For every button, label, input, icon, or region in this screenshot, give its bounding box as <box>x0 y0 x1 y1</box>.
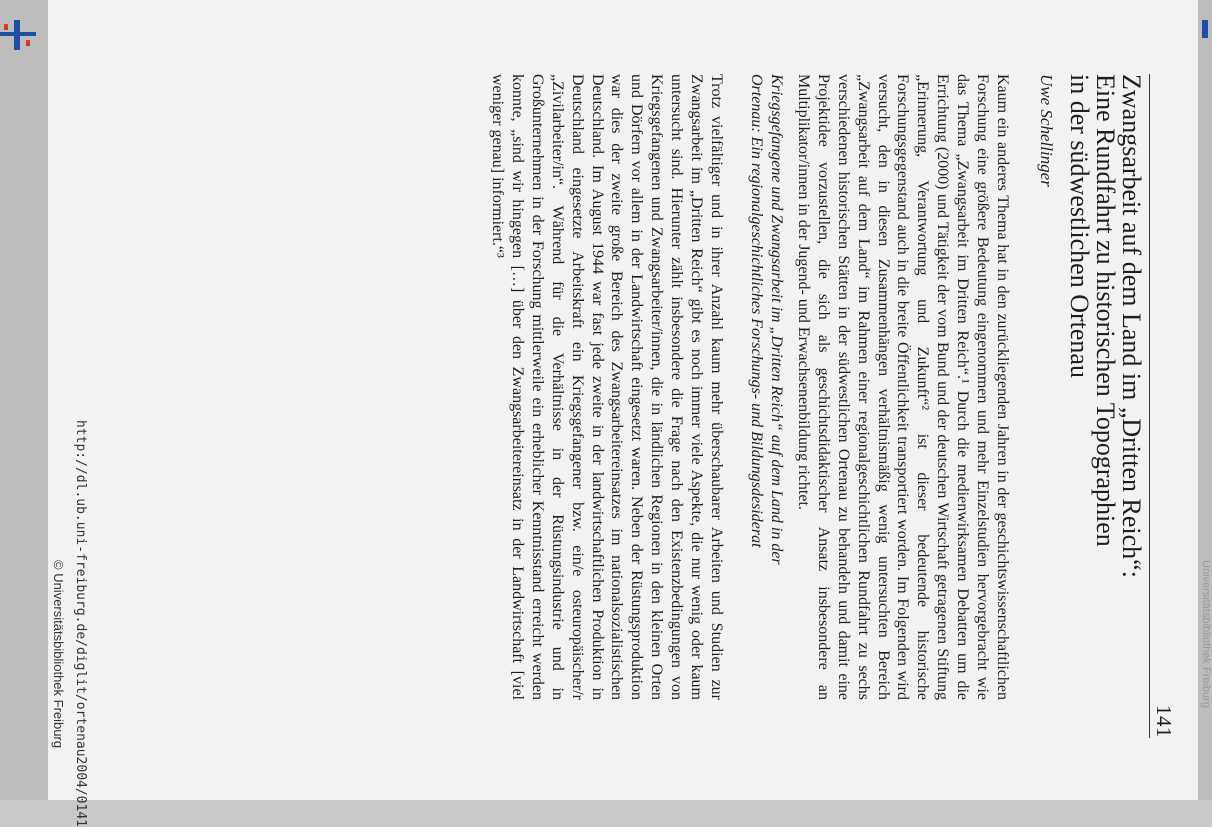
header-rule <box>1149 74 1150 738</box>
article-title <box>1066 74 1144 674</box>
article-author: Uwe Schellinger <box>1037 74 1056 187</box>
scan-url: http://dl.ub.uni-freiburg.de/diglit/ortenau2004/0141 <box>73 420 88 827</box>
body-paragraph-intro: Kaum ein anderes Thema hat in den zurückliegenden Jahren in der geschichtswissenschaftlichen Forschung eine größere Bedeutung eingenommen und mehr Einzelstudien hervorgebracht wie das Thema „Zwangsarbeit im Dritten Reich“.¹ Durch die medienwirksamen Debatten um die Errichtung (2000) und Tätigkeit der vom Bund und der deutschen Wirtschaft getragenen Stiftung „Erinnerung, Verantwortung und Zukunft“² ist dieser bedeutende historische Forschungsgegenstand auch in die breite Öffentlichkeit transportiert worden. Im Folgenden wird versucht, den in diesen Zusammenhängen verhältnismäßig wenig untersuchten Bereich „Zwangsarbeit auf dem Land“ im Rahmen einer regionalgeschichtlichen Rundfahrt zu sechs verschiedenen historischen Stätten in der südwestlichen Ortenau zu behandeln und damit eine Projektidee vorzustellen, die sich als geschichtsdidaktischer Ansatz insbesondere an Multiplikator/innen in der Jugend- und Erwachsenenbildung richtet. <box>794 74 1011 700</box>
title-line: Zwangsarbeit auf dem Land im „Dritten Reich“: <box>1117 74 1146 578</box>
bleed-through-text: Universitätsbibliothek Freiburg <box>1200 560 1212 708</box>
body-paragraph-section: Trotz vielfältiger und in ihrer Anzahl kaum mehr überschaubarer Arbeiten und Studien zur Zwangsarbeit im „Dritten Reich“ gibt es noch immer viele Aspekte, die nur wenig oder kaum untersucht sind. Hierunter zählt insbesondere die Frage nach den Existenzbedingungen von Kriegsgefangenen und Zwangsarbeiter/innen, die in ländlichen Regionen in den kleinen Orten und Dörfern vor allem in der Landwirtschaft eingesetzt waren. Neben der Rüstungsproduktion war dies der zweite große Bereich des Zwangsarbeitereinsatzes im nationalsozialistischen Deutschland. Im August 1944 war fast jede zweite in der landwirtschaftlichen Produktion in Deutschland eingesetzte Arbeitskraft ein Kriegsgefangener bzw. ein/e osteuropäischer/r „Zivilarbeiter/in“. Während für die Verhältnisse in der Rüstungsindustrie und in Großunternehmen in der Forschung mittlerweile ein erheblicher Kenntnisstand erreicht werden konnte, „sind wir hingegen […] über den Zwangsarbeitereinsatz in der Landwirtschaft [viel weniger genau] informiert.“³ <box>489 74 725 700</box>
registration-marker-right <box>1198 20 1212 40</box>
section-subheading: Kriegsgefangene und Zwangsarbeit im „Dritten Reich“ auf dem Land in der Ortenau: Ein regionalgeschichtliches Forschungs- und Bildungsdesiderat <box>748 74 785 565</box>
scan-left-margin <box>0 0 48 800</box>
page-number: 141 <box>1152 705 1176 738</box>
document-page <box>48 0 1198 827</box>
title-line: Eine Rundfahrt zu historischen Topographien <box>1091 74 1120 547</box>
registration-marker-left <box>0 20 40 50</box>
rotated-page-content <box>48 0 1198 760</box>
title-line: in der südwestlichen Ortenau <box>1065 74 1094 378</box>
copyright-notice: © Universitätsbibliothek Freiburg <box>51 560 66 749</box>
